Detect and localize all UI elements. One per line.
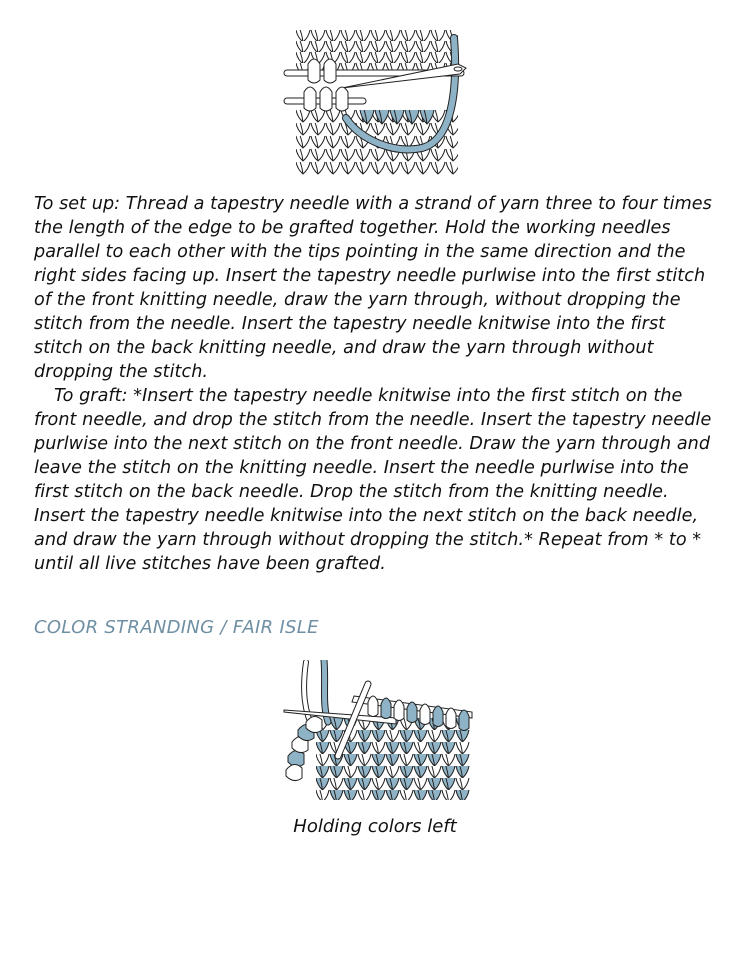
stitch-mark [386,742,399,754]
stitch-mark [316,790,329,802]
stitch-mark [372,778,385,790]
stitch-mark [344,790,357,802]
needle-loop [368,696,378,717]
stitch-mark [414,754,427,766]
stitch-mark [341,30,355,42]
stitch-mark [326,136,340,148]
stitch-mark [442,754,455,766]
stitch-mark [456,778,469,790]
stitch-mark [311,149,325,161]
stitch-mark [296,136,310,148]
stitch-mark [428,778,441,790]
stitch-mark [414,730,427,742]
stitch-mark [341,41,355,53]
stitch-mark [372,742,385,754]
graft-paragraph: To graft: *Insert the tapestry needle knitwise into the first stitch on the front needle, and drop the stitch from the needle. Insert the tapestry needle purlwise into the next stitch on the front needle. Draw the yarn through and leave the stitch on the knitting needle. Insert the needle purlwise into the first stitch on the back needle. Drop the stitch from the knitting needle. Insert the tapestry needle knitwise into the next stitch on the back needle, and draw the yarn through without dropping the stitch.* Repeat from * to * until all live stitches have been grafted. [34,386,712,574]
stitch-mark [371,162,385,174]
stitch-mark [456,766,469,778]
stitch-mark [371,30,385,42]
stitch-mark [356,52,370,64]
stitch-mark [311,30,325,42]
stitch-mark [442,730,455,742]
stitch-mark [344,766,357,778]
stitch-mark [456,742,469,754]
stitch-mark [390,110,404,124]
stitch-mark [296,30,310,42]
stitch-mark [360,110,374,124]
stitch-mark [428,790,441,802]
stitch-mark [431,52,445,64]
setup-paragraph: To set up: Thread a tapestry needle with a strand of yarn three to four times the length of the edge to be grafted together. Hold the working needles parallel to each other with the tips pointing in the same direction and the right sides facing up. Insert the tapestry needle purlwise into the first stitch of the front knitting needle, draw the yarn through, without dropping the stitch from the needle. Insert the tapestry needle knitwise into the first stitch on the back knitting needle, and draw the yarn through without dropping the stitch. [34,194,712,382]
needle-loop [381,698,391,719]
stitch-mark [401,41,415,53]
stitch-mark [456,790,469,802]
figure-caption: Holding colors left [293,816,457,837]
stitch-mark [414,742,427,754]
stitch-mark [316,778,329,790]
stitch-mark [414,790,427,802]
stitch-mark [326,149,340,161]
stitch-mark [428,766,441,778]
stitch-mark [326,30,340,42]
stitch-mark [442,766,455,778]
stitch-mark [316,742,329,754]
stitch-mark [326,123,340,135]
stitch-mark [401,30,415,42]
stitch-mark [386,790,399,802]
stitch-mark [401,162,415,174]
needle-loop [394,700,404,721]
stitch-mark [344,778,357,790]
stitch-mark [311,41,325,53]
stitch-mark [400,754,413,766]
stitch-mark [341,52,355,64]
stitch-mark [371,52,385,64]
stitch-mark [456,754,469,766]
stitch-mark [358,790,371,802]
stitch-mark [316,766,329,778]
stitch-mark [371,123,385,135]
stitch-mark [442,790,455,802]
stitch-mark [431,162,445,174]
needle-loop [433,706,443,727]
stitch-mark [371,149,385,161]
stitch-mark [341,149,355,161]
stitch-mark [428,730,441,742]
stitch-mark [401,123,415,135]
stitch-mark [431,149,445,161]
stitch-mark [400,742,413,754]
stitch-mark [386,123,400,135]
stitch-mark [401,52,415,64]
section-heading: COLOR STRANDING / FAIR ISLE [34,617,319,638]
stitch-mark [446,136,460,148]
stitch-mark [330,766,343,778]
stitch-mark [446,149,460,161]
stitch-mark [386,52,400,64]
stitch-mark [416,123,430,135]
stitch-mark [356,41,370,53]
stitch-mark [341,162,355,174]
stitch-mark [311,162,325,174]
stitch-mark [386,30,400,42]
stitch-mark [431,30,445,42]
stitch-mark [330,790,343,802]
stitch-mark [456,730,469,742]
stitch-mark [386,730,399,742]
stitch-mark [296,149,310,161]
stitch-mark [296,162,310,174]
stitch-mark [311,136,325,148]
stitch-mark [341,136,355,148]
stitch-mark [431,41,445,53]
stitch-mark [330,718,343,730]
stitch-mark [442,778,455,790]
stitch-mark [375,110,389,124]
stitch-mark [356,162,370,174]
stitch-mark [400,730,413,742]
stitch-mark [358,766,371,778]
stitch-mark [358,754,371,766]
needle-loop [420,704,430,725]
stitch-mark [428,742,441,754]
stitch-mark [400,778,413,790]
stitch-mark [420,110,434,124]
stitch-mark [296,110,310,122]
stitch-mark [358,742,371,754]
fair-isle-figure [276,660,476,802]
stitch-mark [296,123,310,135]
stitch-mark [326,110,340,122]
stitch-mark [372,790,385,802]
stitch-mark [330,778,343,790]
stitch-mark [414,766,427,778]
stitch-mark [371,41,385,53]
stitch-mark [386,766,399,778]
kitchener-stitch-illustration [282,30,472,182]
grafting-figure [282,30,472,182]
stitch-mark [386,778,399,790]
stitch-mark [416,41,430,53]
fair-isle-illustration [276,660,476,802]
stitch-mark [386,162,400,174]
stitch-mark [358,730,371,742]
stitch-mark [358,778,371,790]
stitch-mark [372,730,385,742]
stitch-mark [344,754,357,766]
stitch-mark [296,41,310,53]
stitch-mark [356,149,370,161]
stitch-mark [316,754,329,766]
stitch-mark [400,790,413,802]
stitch-mark [416,30,430,42]
stitch-mark [405,110,419,124]
stitch-mark [386,754,399,766]
stitch-mark [416,52,430,64]
stitch-mark [416,162,430,174]
stitch-mark [442,742,455,754]
instructions-text [34,192,714,576]
needle-loop [446,708,456,729]
stitch-mark [311,123,325,135]
stitch-mark [386,41,400,53]
stitch-mark [414,778,427,790]
stitch-mark [326,41,340,53]
stitch-mark [372,766,385,778]
stitch-mark [400,766,413,778]
stitch-mark [428,754,441,766]
stitch-mark [372,754,385,766]
needle-loop [459,710,469,731]
stitch-mark [326,162,340,174]
stitch-mark [296,52,310,64]
stitch-mark [356,30,370,42]
stitch-mark [311,110,325,122]
needle-loop [407,702,417,723]
stitch-mark [446,162,460,174]
